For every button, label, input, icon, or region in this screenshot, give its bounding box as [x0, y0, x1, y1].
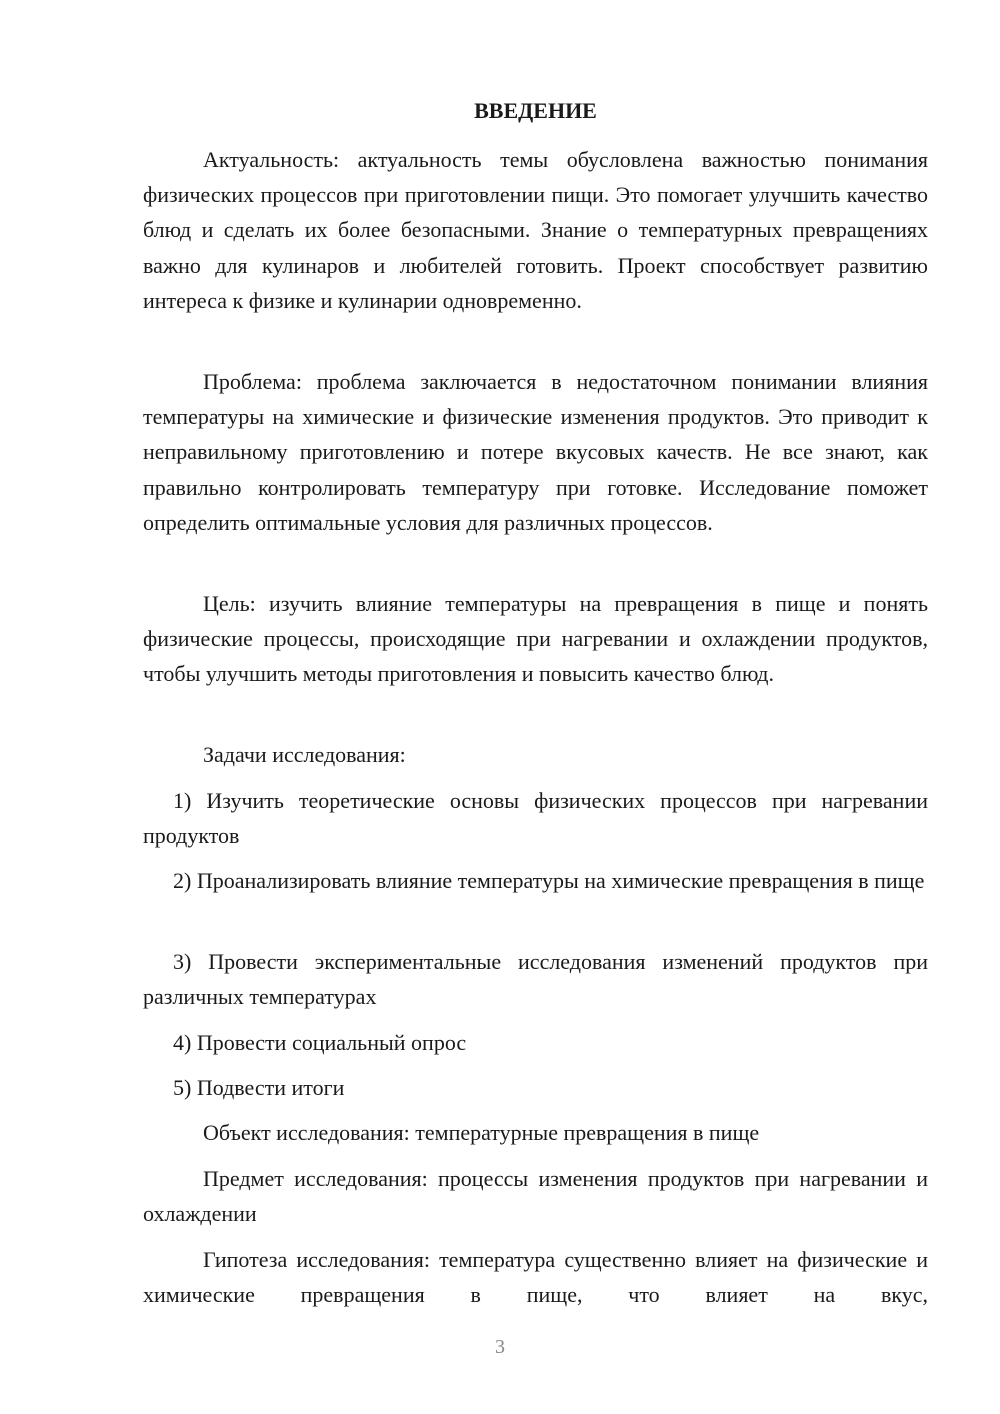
- page-number: 3: [495, 1336, 505, 1358]
- task-item-5: 5) Подвести итоги: [173, 1075, 345, 1100]
- paragraph-subject: Предмет исследования: процессы изменения продуктов при нагревании и охлаждении: [143, 1166, 928, 1227]
- paragraph-object: Объект исследования: температурные превращения в пище: [203, 1120, 760, 1145]
- task-item-1: 1) Изучить теоретические основы физических процессов при нагревании продуктов: [143, 788, 928, 849]
- paragraph-hypothesis: Гипотеза исследования: температура существенно влияет на физические и химические превращения в пище, что влияет на вкус,: [143, 1247, 928, 1308]
- paragraph-goal: Цель: изучить влияние температуры на превращения в пище и понять физические процессы, происходящие при нагревании и охлаждении продуктов, чтобы улучшить методы приготовления и повысить качество блюд.: [143, 591, 928, 687]
- paragraph-problem: Проблема: проблема заключается в недостаточном понимании влияния температуры на химические и физические изменения продуктов. Это приводит к неправильному приготовлению и потере вкусовых качеств. Не все знают, как правильно контролировать температуру при готовке. Исследование поможет определить оптимальные условия для различных процессов.: [143, 369, 928, 535]
- task-item-3: 3) Провести экспериментальные исследования изменений продуктов при различных температурах: [143, 949, 928, 1010]
- page-title: ВВЕДЕНИЕ: [474, 98, 597, 123]
- tasks-title: Задачи исследования:: [203, 742, 406, 767]
- task-item-4: 4) Провести социальный опрос: [173, 1030, 467, 1055]
- task-item-2: 2) Проанализировать влияние температуры на химические превращения в пище: [173, 868, 925, 893]
- paragraph-relevance: Актуальность: актуальность темы обусловлена важностью понимания физических процессов при приготовлении пищи. Это помогает улучшить качество блюд и сделать их более безопасными. Знание о температурных превращениях важно для кулинаров и любителей готовить. Проект способствует развитию интереса к физике и кулинарии одновременно.: [143, 147, 928, 313]
